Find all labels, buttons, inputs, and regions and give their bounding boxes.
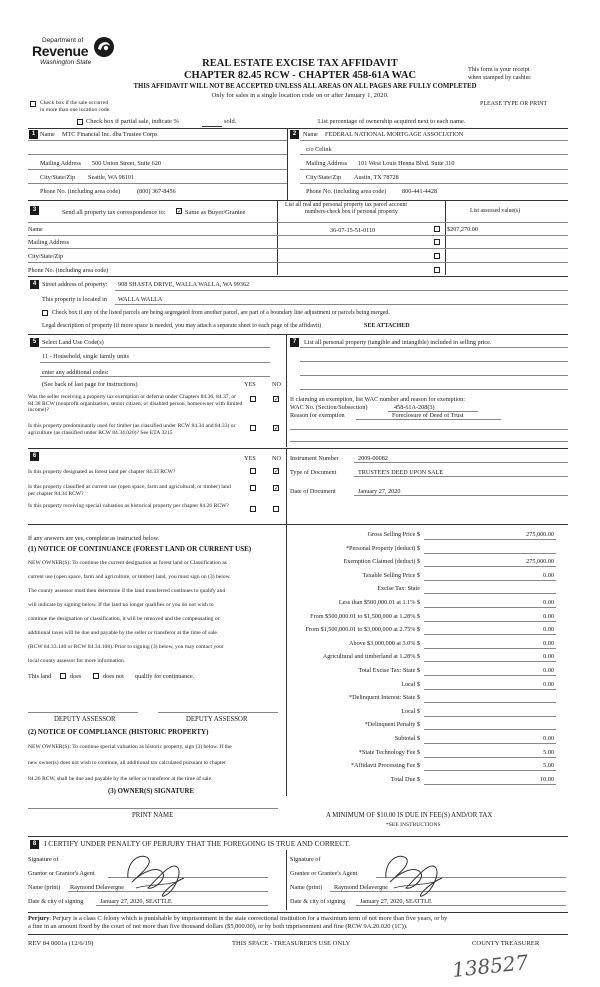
buyer-phone-label: Phone No. (including area code) [306,188,387,195]
this-land-label: This land [28,673,52,680]
sec6-q3-no-checkbox[interactable] [273,506,279,512]
sec5-no-header: NO [272,381,281,388]
does-label: does [70,673,82,680]
perjury-text-1: : Perjury is a class C felony which is punishable by imprisonment in the state correctional institution for a maximum term of not more than five years, or by [49,915,448,922]
notice1-title: (1) NOTICE OF CONTINUANCE (FOREST LAND OR CURRENT USE) [28,545,252,553]
notice1-line: additional taxes will be due and payable by the seller or transferor at the time of sale. [28,630,219,636]
tax-row-label: Less than $500,000.01 at 1.1% $ [338,599,420,606]
dor-logo [30,37,140,69]
sec6-q3-yes-checkbox[interactable] [250,506,256,512]
sec3-name-label: Name [28,226,43,233]
only-for-line: Only for sales in a single location code on or after January 1, 2020. [211,92,389,99]
section-5-number: 5 [30,338,39,347]
grantee-name-label: Name (print) [290,884,323,891]
section-7-number: 7 [290,338,299,347]
see-back-label: (See back of last page for instructions) [42,381,138,388]
parcel-2-checkbox[interactable] [434,239,440,245]
owner-signature-label: (3) OWNER(S) SIGNATURE [108,788,194,795]
tax-row-underline [424,729,556,730]
tax-row-underline [424,580,556,581]
tax-row-underline [424,621,556,622]
street-label: Street address of property: [42,281,108,288]
segregated-label: Check box if any of the listed parcels are being segregated from another parcel, are part of a boundary line adjustment or parcels being merged. [52,310,390,316]
doc-type[interactable]: TRUSTEE'S DEED UPON SALE [358,469,444,476]
legal-desc-label: Legal description of property (if more space is needed, you may attach a separate sheet to each page of the affidavit) [42,323,322,329]
seller-city[interactable]: Seattle, WA 98101 [88,174,135,181]
instrument-number[interactable]: 2009-00082 [358,455,388,462]
assessed-value[interactable]: $207,270.00 [447,226,478,233]
grantor-name[interactable]: Raymond Delavergne [70,884,125,891]
additional-codes-label: enter any additional codes: [42,369,109,376]
grantor-signature-icon [118,848,190,902]
qualify-label: qualify for continuance. [135,673,195,680]
parcel-number[interactable]: 36-07-15-51-0110 [330,227,376,234]
tax-row-value[interactable]: 0.00 [543,667,554,674]
sec5-q1: Was the seller receiving a property tax exemption or deferral under Chapters 84.36, 84.37, or 84.38 RCW (nonprofit organization, senior citizen, or disabled person, homeowner with limited income)? [28,394,243,413]
tax-row-underline [424,689,556,690]
doc-type-label: Type of Document [290,469,337,476]
tax-row-label: *Delinquent Interest: State $ [349,694,420,702]
tax-row-underline [424,634,556,635]
buyer-city[interactable]: Austin, TX 78728 [354,174,399,181]
tax-row-label: Taxable Selling Price $ [362,571,420,579]
sec6-q2: Is this property classified as current use (open space, farm and agricultural, or timber) land per chapter 84.34 RCW? [28,484,231,497]
parcel-header-2: numbers-check box if personal property [305,209,398,215]
tax-row-label: Subtotal $ [394,735,420,742]
tax-row-label: Above $3,000,000 at 3.0% $ [349,639,420,647]
tax-row-underline [424,743,556,744]
notice1-line: NEW OWNER(S): To continue the current designation as forest land or Classification as [28,560,227,566]
notice1-line: current use (open space, farm and agriculture, or timber) land, you must sign on (3) below. [28,574,231,580]
sec6-q3: Is this property receiving special valuation as historical property per chapter 84.26 RCW? [28,503,229,509]
handwritten-number: 138527 [450,950,530,982]
buyer-name[interactable]: FEDERAL NATIONAL MORTGAGE ASSOCIATION [325,131,464,138]
grantee-agent-label: Grantee or Grantee's Agent [290,870,358,877]
exemption-intro: If claiming an exemption, list WAC number and reason for exemption: [290,396,465,403]
receipt-note-2: when stamped by cashier. [468,74,532,81]
tax-row-value[interactable]: 0.00 [543,735,554,742]
tax-row-label: Agricultural and timberland at 1.28% $ [322,653,420,661]
buyer-city-label: City/State/Zip [306,174,342,181]
sec5-q2-no-checkbox[interactable]: ✓ [274,425,280,432]
tax-row-value[interactable]: 0.00 [543,599,554,606]
perjury-line-1 [28,915,447,922]
seller-city-label: City/State/Zip [40,174,76,181]
tax-row-value[interactable]: 5.00 [543,762,554,770]
sec6-q2-no-checkbox[interactable]: ✓ [274,485,280,492]
sec5-q1-no-checkbox[interactable]: ✓ [274,396,280,403]
tax-row-label: From $500,000.01 to $1,500,000 at 1.28% $ [310,612,420,620]
form-number: REV 84 0001a (12/6/19) [28,940,94,947]
county-treasurer-label: COUNTY TREASURER [472,940,540,947]
grantor-sig-label: Signature of [28,856,59,863]
minimum-fee-note: A MINIMUM OF $10.00 IS DUE IN FEE(S) AND/OR TAX [326,812,493,819]
partial-sale-sold: sold. [224,118,237,125]
tax-row-label: Excise Tax: State [377,585,420,593]
seller-name[interactable]: MTC Financial Inc. dba Trustee Corps [62,131,158,138]
partial-sale-checkbox[interactable] [77,119,83,125]
tax-row-underline [424,661,556,662]
reason-value[interactable]: Foreclosure of Deed of Trust [392,412,464,419]
deputy-assessor-2: DEPUTY ASSESSOR [186,716,248,723]
section-1-number: 1 [29,130,38,139]
sec6-q1: Is this property designated as forest land per chapter 84.33 RCW? [28,469,176,475]
legal-desc-value[interactable]: SEE ATTACHED [364,323,410,329]
certify-statement: I CERTIFY UNDER PENALTY OF PERJURY THAT THE FOREGOING IS TRUE AND CORRECT. [44,839,350,848]
sec5-q2-yes-checkbox[interactable] [250,425,256,431]
tax-row-value[interactable]: 0.00 [543,653,554,661]
warning-line: THIS AFFIDAVIT WILL NOT BE ACCEPTED UNLESS ALL AREAS ON ALL PAGES ARE FULLY COMPLETED [133,83,477,90]
grantee-signature-icon [378,846,450,900]
wac-value[interactable]: 458-61A-208(3) [394,404,435,411]
buyer-mailing[interactable]: 101 West Louis Henna Blvd. Suite 310 [358,160,455,167]
sec6-q1-yes-checkbox[interactable] [250,468,256,474]
buyer-care-of[interactable]: c/o Celink [306,146,332,153]
logo-revenue: Revenue [32,43,89,59]
tax-row-label: *Personal Property (deduct) $ [345,544,420,552]
section-2-number: 2 [290,130,299,139]
tax-row-value[interactable]: 10.00 [540,775,554,783]
grantor-name-label: Name (print) [28,884,61,891]
tax-row-label: Exemption Claimed (deduct) $ [343,558,420,566]
sec6-q1-no-checkbox[interactable]: ✓ [274,468,280,475]
perjury-line-2: a fine in an amount fixed by the court of not more than five thousand dollars ($5,000.00), or by both imprisonment and fine (RCW 9A.20.020 (1C)). [28,923,408,930]
doc-date[interactable]: January 27, 2020 [358,488,401,495]
notice2-line: 84.26 RCW, shall be due and payable by the seller or transferor at the time of sale. [28,776,213,782]
receipt-note-1: This form is your receipt [468,66,530,73]
logo-state: Washington State [40,59,92,66]
tax-row-value[interactable]: 275,000.00 [526,558,554,566]
instrument-label: Instrument Number [290,455,339,462]
grantee-date[interactable]: January 27, 2020, SEATTLE [360,898,432,905]
section-3-number: 3 [30,206,39,215]
tax-row-underline [424,784,556,785]
notice1-line: continue the designation or classification, it will be removed and the compensating or [28,616,220,622]
tax-row-label: *Affidavit Processing Fee $ [350,762,420,770]
tax-row-value[interactable]: 275,000.00 [526,531,554,538]
tax-row-underline [424,648,556,649]
see-instructions-note: *SEE INSTRUCTIONS [386,822,441,828]
tax-row-value[interactable]: 5.00 [543,748,554,756]
seller-phone-label: Phone No. (including area code) [40,188,121,195]
perjury-title: Perjury [28,915,50,922]
multi-location-label-2: in more than one location code. [40,107,111,113]
logo-dept-line: Department of [42,37,84,44]
buyer-name-label: Name [303,131,318,138]
grantee-date-label: Date & city of signing [290,898,346,905]
located-label: This property is located in [42,296,107,303]
tax-row-label: Local $ [401,680,420,688]
notice1-line: local county assessor for more information. [28,658,126,664]
notice2-title: (2) NOTICE OF COMPLIANCE (HISTORIC PROPERTY) [28,728,209,736]
seller-mailing[interactable]: 500 Union Street, Suite 620 [92,160,161,167]
form-chapter: CHAPTER 82.45 RCW - CHAPTER 458-61A WAC [183,70,417,81]
tax-row-label: Total Due $ [390,775,420,783]
sec5-yes-header: YES [244,381,256,388]
personal-property-label: List all personal property (tangible and intangible) included in selling price. [304,339,492,346]
notice1-line: (RCW 84.33.140 or RCW 84.34.108). Prior to signing (3) below, you may contact your [28,644,224,650]
tax-row-label: *State Technology Fee $ [358,748,420,756]
sec5-q2: Is this property predominantly used for timber (as classified under RCW 84.34 and 84.33) or agriculture (as classified under RCW 84.34.020)? See ETA 3215 [28,423,236,436]
sec6-yes-header: YES [244,455,256,462]
multi-location-label-1: Check box if the sale occurred [40,100,109,106]
multi-location-checkbox[interactable] [30,101,36,107]
tax-row-value[interactable]: 0.00 [543,639,554,647]
ownership-note: List percentage of ownership acquired next to each name. [318,118,466,125]
located-county[interactable]: WALLA WALLA [118,296,163,303]
reason-label: Reason for exemption [290,412,345,419]
parcel-personal-checkbox[interactable] [434,226,440,232]
parcel-3-checkbox[interactable] [434,253,440,259]
notice2-line: new owner(s) does not wish to continue, all additional tax calculated pursuant to chapter [28,760,226,766]
tax-row-underline [424,757,556,758]
tax-row-underline [424,607,556,608]
street-address[interactable]: 908 SHASTA DRIVE, WALLA WALLA, WA 99362 [118,281,250,288]
tax-row-underline [424,702,556,703]
parcel-4-checkbox[interactable] [434,267,440,273]
grantor-agent-label: Grantor or Grantor's Agent [28,870,95,877]
tax-row-underline [424,566,556,567]
tax-row-underline [424,716,556,717]
notice1-line: will indicate by signing below. If the land no longer qualifies or you do not wish to [28,602,214,608]
buyer-phone[interactable]: 800-441-4428 [402,188,438,195]
tax-row-label: *Delinquent Penalty $ [364,721,420,729]
tax-row-underline [424,675,556,676]
logo-swirl-icon [92,35,116,59]
land-use-label: Select Land Use Code(s) [42,339,104,346]
grantee-sig-label: Signature of [290,856,321,863]
tax-row-value[interactable]: 0.00 [543,571,554,579]
sec3-phone-label: Phone No. (including area code) [28,267,109,274]
tax-row-underline [424,770,556,771]
tax-row-label: Gross Selling Price $ [367,531,420,538]
form-title: REAL ESTATE EXCISE TAX AFFIDAVIT [202,58,398,69]
does-not-checkbox[interactable] [93,673,99,679]
tax-row-label: Total Excise Tax: State $ [358,667,420,674]
tax-row-underline [424,553,556,554]
if-yes-note: If any answers are yes, complete as instructed below. [28,535,160,542]
same-as-buyer-label: Same as Buyer/Grantee [185,209,246,216]
doc-date-label: Date of Document [290,488,336,495]
grantor-date[interactable]: January 27, 2020, SEATTLE [100,898,172,905]
parcel-header-1: List all real and personal property tax parcel account [285,202,408,208]
tax-row-underline [424,593,556,594]
section-4-number: 4 [30,280,39,289]
grantor-date-label: Date & city of signing [28,898,84,905]
sec3-city-label: City/State/Zip [28,253,64,260]
notice2-line: NEW OWNER(S): To continue special valuation as historic property, sign (3) below. If the [28,744,232,750]
does-checkbox[interactable] [60,673,66,679]
tax-row-label: From $1,500,000.01 to $3,000,000 at 2.75% $ [305,626,420,634]
print-name-label: PRINT NAME [132,812,174,819]
does-not-label: does not [103,673,124,680]
tax-row-label: Local $ [401,707,420,715]
print-note: PLEASE TYPE OR PRINT [480,101,548,107]
wac-label: WAC No. (Section/Subsection) [290,404,368,411]
assessed-header: List assessed value(s) [470,208,521,214]
treasurer-space-label: THIS SPACE - TREASURER'S USE ONLY [232,940,351,947]
section-6-number: 6 [30,452,39,461]
tax-row-value[interactable]: 0.00 [543,612,554,620]
send-correspondence-label: Send all property tax correspondence to: [62,209,166,216]
sec6-no-header: NO [272,455,281,462]
buyer-mailing-label: Mailing Address [306,160,348,167]
sec3-mailing-label: Mailing Address [28,239,70,246]
land-use-code[interactable]: 11 - Household, single family units [42,353,130,360]
deputy-assessor-1: DEPUTY ASSESSOR [54,716,116,723]
seller-phone[interactable]: (800) 367-8456 [137,188,176,195]
partial-sale-label: Check box if partial sale, indicate % [86,118,179,125]
tax-row-underline [424,539,556,540]
seller-mailing-label: Mailing Address [40,160,82,167]
grantee-name[interactable]: Raymond Delavergne [334,884,389,891]
tax-row-value[interactable]: 0.00 [543,626,554,634]
same-as-buyer-checkbox[interactable]: ✓ [177,208,183,215]
notice1-line: The county assessor must then determine if the land transferred continues to qualify and [28,588,226,594]
tax-row-value[interactable]: 0.00 [543,680,554,688]
sec5-q1-yes-checkbox[interactable] [250,396,256,402]
sec6-q2-yes-checkbox[interactable] [250,485,256,491]
segregated-checkbox[interactable] [42,310,48,316]
section-8-number: 8 [30,840,39,849]
seller-name-label: Name [40,131,55,138]
